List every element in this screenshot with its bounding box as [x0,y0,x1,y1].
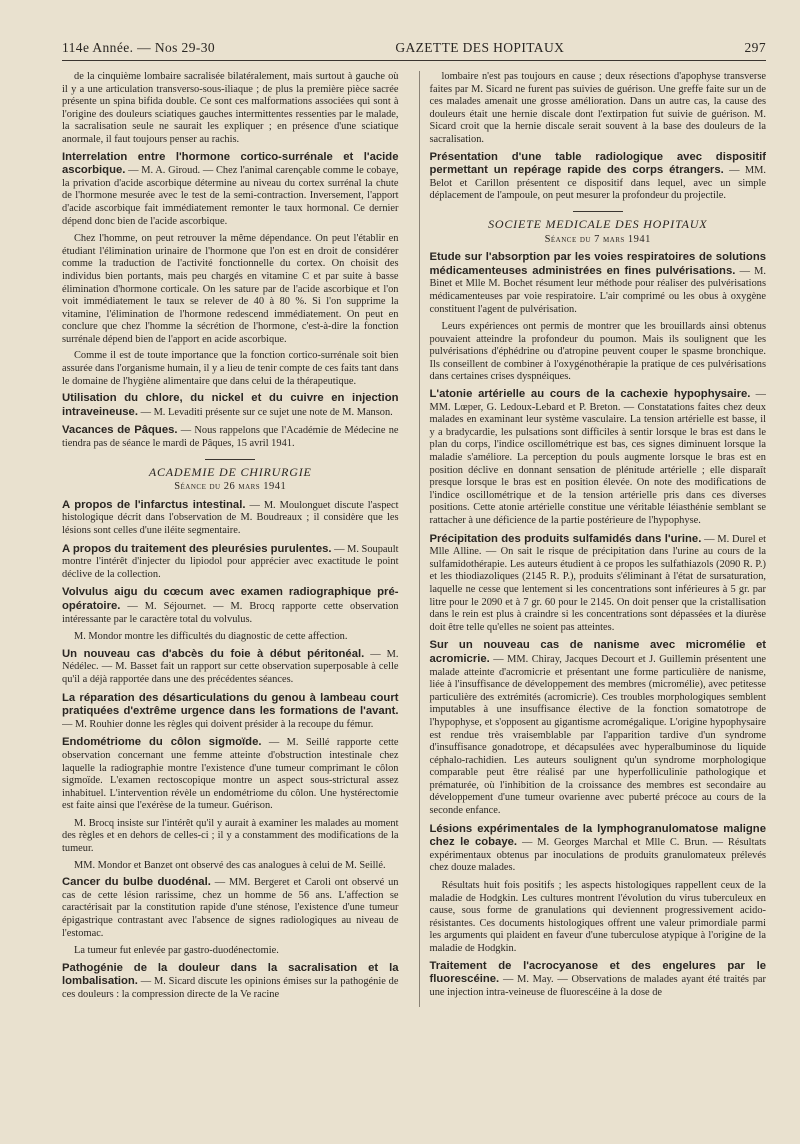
article-title: Lésions expérimentales de la lymphogranulomatose maligne chez le cobaye. [429,822,766,849]
article-body: — M. Durel et Mlle Alline. — On sait le risque de précipitation dans l'urine au cours de la sulfamidothérapie. Les auteurs étudient à ce propos les sulfathiazols (2090 R. P.) et les thiodiazoliques (2145 R. P.), produits s'éliminant à l'état de sursaturation, laquelle ne cesse que lentement si les concentrations sont inférieures à 5 gr. par litre pour le 2090 et à 7 gr. 60 pour le 2145. On doit penser que la cristallisation dans le rein est plus à craindre si les concentrations sont dépassées et la diurèse doit être telle qu'elles ne soient pas atteintes. [429,533,766,633]
body-paragraph: Résultats huit fois positifs ; les aspects histologiques rappellent ceux de la maladie de Hodgkin. Les cultures montrent l'évolution du virus tuberculeux en cause, sous forme de granulations qui deviennent progressivement acido-résistantes. Ces documents histologiques offrent une valeur primordiale parmi les arguments qui plaident en faveur d'une tuberculose atypique à l'origine de la maladie de Hodgkin. [429,880,766,954]
article-paragraph [62,876,399,940]
article-paragraph [430,388,767,528]
article-body: — M. Binet et Mlle M. Bochet résument leur méthode pour réaliser des pulvérisations médicamenteuses par voie respiratoire. L'air comprimé ou les obus à oxygène constituent l'agent de pulvérisation. [429,265,766,315]
body-paragraph: M. Brocq insiste sur l'intérêt qu'il y aurait à examiner les malades au moment des règles et en dehors de celles-ci ; il y a constamment des modifications de la tumeur. [62,817,399,855]
article-paragraph [62,692,399,732]
body-paragraph: MM. Mondor et Banzet ont observé des cas analogues à celui de M. Seillé. [74,859,386,871]
article-title: Traitement de l'acrocyanose et des engelures par le fluorescéine. [429,959,766,986]
body-paragraph: M. Mondor montre les difficultés du diagnostic de cette affection. [74,631,348,643]
section-heading: ACADEMIE DE CHIRURGIE [62,459,399,479]
article-body: — M. Séjournet. — M. Brocq rapporte cette observation intéressante par le caractère total du volvulus. [62,600,399,625]
article-title: Pathogénie de la douleur dans la sacralisation et la lombalisation. [62,961,399,988]
article-paragraph [62,586,399,626]
article-title: La réparation des désarticulations du genou à lambeau court pratiquées d'extrême urgence dans les formations de l'avant. [62,691,399,718]
article-paragraph [62,962,399,1002]
article-paragraph [430,639,767,817]
article-paragraph [430,533,767,635]
article-paragraph [62,543,399,582]
body-paragraph: de la cinquième lombaire sacralisée bilatéralement, mais surtout à gauche où il y a une articulation transverso-sous-iliaque ; de plus la première pièce sacrée présente un spina bifida double. Ce sont ces malformations associées qui sont à l'origine des douleurs sciatiques gauches intermittentes ressenties par le malade, la sacralisation seule ne saurait les expliquer ; en présence d'une sciatique anormale, il faut toujours penser au rachis. [62,71,399,145]
body-paragraph: La tumeur fut enlevée par gastro-duodénectomie. [74,945,279,957]
article-body: — M. May. — Observations de malades ayant été traités par une injection intra-veineuse de fluorescéine à la dose de [429,974,766,998]
article-body: — M. Sicard discute les opinions émises sur la pathogénie de ces douleurs : la compression directe de la Ve racine [62,976,399,1000]
article-body: — M. Moulonguet discute l'aspect histologique décrit dans l'observation de M. Boudreaux ; il considère que les lésions sont celles d'une iléite segmentaire. [62,499,399,536]
section-heading: SOCIETE MEDICALE DES HOPITAUX [430,211,767,231]
article-title: Interrelation entre l'hormone cortico-surrénale et l'acide ascorbique. [62,150,399,177]
article-title: A propos du traitement des pleurésies purulentes. [62,542,332,555]
page-number: 297 [744,40,766,55]
body-paragraph: Comme il est de toute importance que la fonction cortico-surrénale soit bien assurée dans l'organisme humain, il y a lieu de tenir compte de ces faits tant dans le domaine de l'hygiène alimentaire que dans celui de la thérapeutique. [62,350,399,387]
session-date: Séance du 7 mars 1941 [544,233,651,245]
article-title: Vacances de Pâques. [62,424,178,437]
article-body: — MM. Belot et Carillon présentent ce dispositif dans lequel, avec un simple déplacement de l'ampoule, on peut mesurer la profondeur du projectile. [429,165,766,202]
article-title: Cancer du bulbe duodénal. [62,876,211,889]
article-body: — M. Levaditi présente sur ce sujet une note de M. Manson. [137,406,393,418]
article-paragraph [430,960,767,1000]
article-paragraph [62,648,399,687]
article-title: Volvulus aigu du cœcum avec examen radiographique pré-opératoire. [62,586,399,612]
article-body: — MM. Lœper, G. Ledoux-Lebard et P. Breton. — Constatations faites chez deux malades en examinant leur système vasculaire. La tension artérielle est basse, il y a bradycardie, les pulsations sont difficiles à sentir lorsque le bras est dans le plan du corps, l'indice oscillométrique est bas, ces signes diminuent lorsque la maladie s'améliore. La perception du pouls augmente lorsque le bras est en position déclive en donnant sensation de plénitude artérielle ; elle disparaît presque lorsque le bras est en position élevée. On note des modifications de l'indice oscillométrique et de la tension artérielle pris dans ces diverses positions. Cette atonie artérielle constitue une véritable léiasthénie semblant se rattacher à une déficience de la partie postérieure de l'hypophyse. [429,389,766,526]
article-title: Sur un nouveau cas de nanisme avec micromélie et acromicrie. [429,639,766,665]
article-body: — MM. Bergeret et Caroli ont observé un cas de cette lésion rarissime, chez un homme de 56 ans. L'affection se caractérisait par la constitution rapide d'une sténose, l'existence d'une tumeur épigastrique contrastant avec l'absence de signes radiologiques au niveau de l'estomac. [62,877,399,939]
article-title: Endométriome du côlon sigmoïde. [62,736,262,749]
body-paragraph: lombaire n'est pas toujours en cause ; deux résections d'apophyse transverse faites par M. Sicard ne furent pas suivies de guérison. Une greffe faite sur un de ces malades amenait une grosse amélioration. Dans un autre cas, la cause des douleurs était une hernie discale dont l'extirpation fut suivie de guérison. M. Sicard croit que la hernie discale serait souvent à la base des douleurs de la sacralisation. [429,71,766,145]
article-body: — M. Georges Marchal et Mlle C. Brun. — Résultats expérimentaux obtenus par inoculations de produits granulomateux prélevés chez douze malades. [429,837,766,874]
article-body: — M. Seillé rapporte cette observation concernant une femme atteinte d'obstruction intestinale chez laquelle la radiographie montre l'existence d'une tumeur comprimant le côlon sigmoïde. L'examen rectoscopique montre un aspect sous-strictural assez inhabituel. L'intervention révèle un endométriome du côlon. Une hystérectomie est faite ainsi que l'exérèse de la tumeur. Guérison. [62,737,399,812]
article-body: — M. Soupault montre l'intérêt d'injecter du lipiodol pour apprécier avec exactitude le point déclive de la collection. [62,543,399,580]
article-title: A propos de l'infarctus intestinal. [62,498,246,511]
article-body: — M. Nédélec. — M. Basset fait un rapport sur cette observation superposable à celle qu'il a déjà rapportée dans une des précédentes séances. [62,648,399,685]
article-body: — M. A. Giroud. — Chez l'animal carençable comme le cobaye, la privation d'acide ascorbique détermine au niveau du cortex surrénal la chute de l'hormone mesurée avec le test de la semi-contraction. Inversement, l'apport d'acide ascorbique fait immédiatement remonter le taux hormonal. Ce dernier dépend donc bien de l'acide ascorbique. [62,165,399,227]
body-paragraph: Leurs expériences ont permis de montrer que les brouillards ainsi obtenus pouvaient atteindre la profondeur du poumon. Mais ils soulignent que les pulvérisations d'éphédrine ou d'atropine peuvent couper le spasme bronchique. Ils conseillent de combiner à l'oxygénothérapie la pratique de ces pulvérisations dans certaines crises dyspnéiques. [429,321,766,383]
article-title: Utilisation du chlore, du nickel et du cuivre en injection intraveineuse. [62,392,399,418]
article-paragraph [430,151,767,203]
article-title: Etude sur l'absorption par les voies respiratoires de solutions médicamenteuses administrées en fines pulvérisations. [429,251,766,277]
article-body: — M. Rouhier donne les règles qui doivent présider à la recoupe du fémur. [62,718,374,730]
text-columns [62,71,766,1007]
article-title: L'atonie artérielle au cours de la cachexie hypophysaire. [429,388,751,401]
body-paragraph: Chez l'homme, on peut retrouver la même dépendance. On peut l'établir en étudiant l'élimination urinaire de l'hormone que l'on est en droit de considérer comme la traduction de l'activité fonctionnelle du cortex. On choisit des individus bien portants, mais peu chargés en vitamine C et par suite à basse élimination d'hormone corticale. On les sature par de l'acide ascorbique et l'on voit immédiatement le taux se relever de 40 à 80 %. Si l'on supprime la vitamine, l'élimination de l'hormone redescend immédiatement. On peut en conclure que chez l'homme la sécrétion de l'hormone, c'est-à-dire la fonction surrénale dépend bien de l'apport en acide ascorbique. [62,233,399,345]
article-title: Présentation d'une table radiologique avec dispositif permettant un repérage rapide des corps étrangers. [429,150,766,177]
article-paragraph [62,499,399,538]
article-body: — Nous rappelons que l'Académie de Médecine ne tiendra pas de séance le mardi de Pâques, 15 avril 1941. [62,425,399,450]
article-paragraph [62,392,399,419]
article-paragraph [430,823,767,875]
article-body: — MM. Chiray, Jacques Decourt et J. Guillemin présentent une malade atteinte d'acromicrie et présentant une forme particulière de nanisme, liée à l'insuffisance de développement des membres (micromélie), avec petitesse particulière des extrémités (acromicrie). Ces troubles morphologiques semblent imputables à une insuffisance élective de la fonction somatotrope de l'hypophyse, et s'opposent au gigantisme acromégalique. L'origine hypophysaire est rendue très vraisemblable par l'apparition tardive d'un syndrome d'insuffisance gonadotrope, et décapsulées avec hyperalbuminose du liquide céphalo-rachidien. Les auteurs soulignent qu'un syndrome morphologique comparable peut être réalisé par une hyperfolliculinie pathologique et prématurée, où l'inhibition de la croissance des membres est secondaire au développement d'une tumeur ovarienne avec puberté précoce au cours de la seconde enfance. [429,653,766,817]
article-title: Un nouveau cas d'abcès du foie à début péritonéal. [62,647,365,660]
running-header [62,40,766,61]
right-column [419,71,767,1007]
left-column [62,71,399,1007]
journal-title: GAZETTE DES HOPITAUX [395,40,565,55]
article-paragraph [62,736,399,813]
article-paragraph [62,151,399,229]
issue-number: 114e Année. — Nos 29-30 [62,40,216,55]
article-title: Précipitation des produits sulfamidés dans l'urine. [429,532,702,545]
article-paragraph [430,251,767,316]
article-paragraph [62,424,399,450]
session-date: Séance du 26 mars 1941 [174,481,287,493]
